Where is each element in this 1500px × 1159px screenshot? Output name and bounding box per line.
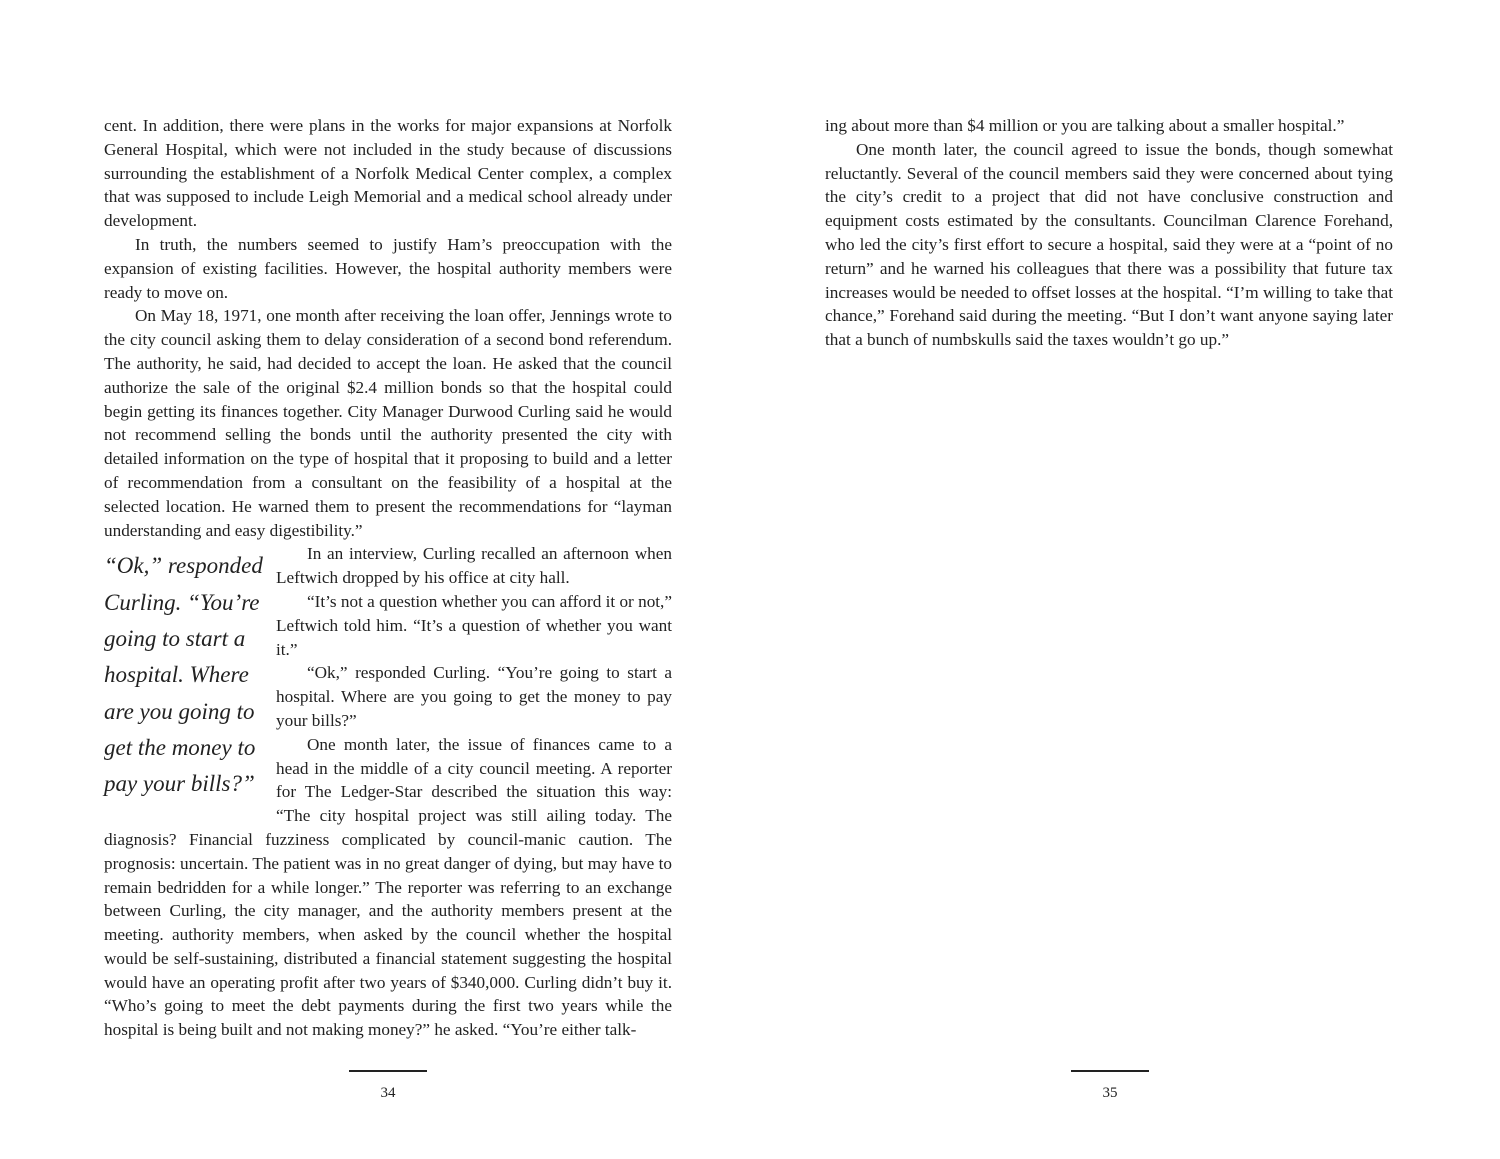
paragraph: “Ok,” responded Curling. “You’re going to start a hospital. Where are you going to get the money to pay your bills?”	[276, 663, 672, 730]
footer-rule	[1071, 1070, 1149, 1072]
footer-rule	[349, 1070, 427, 1072]
paragraph: ing about more than $4 million or you are talking about a smaller hospital.”	[825, 116, 1345, 135]
paragraph: One month later, the issue of finances came to a head in the middle of a city council meeting. A reporter for The Ledger-Star described the situation this way: “The city hospital project was still ailing today. The diagnosis? Financial fuzziness complicated by council-manic caution. The prognosis: uncertain. The patient was in no great danger of dying, but may have to remain bedridden for a while longer.” The reporter was referring to an exchange between Curling, the city manager, and the authority members present at the meeting. authority members, when asked by the council whether the hospital would be self-sustaining, distributed a financial statement suggesting the hospital would have an operating profit after two years of $340,000. Curling didn’t buy it. “Who’s going to meet the debt payments during the first two years while the hospital is being built and not making money?” he asked. “You’re either talk-	[104, 734, 672, 1040]
paragraph: In an interview, Curling recalled an afternoon when Leftwich dropped by his office at city hall.	[276, 544, 672, 588]
page-footer	[1071, 1070, 1149, 1102]
paragraph: One month later, the council agreed to issue the bonds, though somewhat reluctantly. Several of the council members said they were concerned about tying the city’s credit to a project that did not have conclusive construction and equipment costs estimated by the consultants. Councilman Clarence Forehand, who led the city’s first effort to secure a hospital, said they were at a “point of no return” and he warned his colleagues that there was a possibility that future tax increases would be needed to offset losses at the hospital. “I’m willing to take that chance,” Forehand said during the meeting. “But I don’t want anyone saying later that a bunch of numbskulls said the taxes wouldn’t go up.”	[825, 139, 1393, 350]
paragraph: “It’s not a question whether you can afford it or not,” Leftwich told him. “It’s a question of whether you want it.”	[276, 591, 672, 659]
paragraph: cent. In addition, there were plans in the works for major expansions at Norfolk General Hospital, which were not included in the study because of discussions surrounding the establishment of a Norfolk Medical Center complex, a complex that was supposed to include Leigh Memorial and a medical school already under development.	[104, 116, 672, 231]
paragraph: In truth, the numbers seemed to justify Ham’s preoccupation with the expansion of existing facilities. However, the hospital authority members were ready to move on.	[104, 234, 672, 302]
page-number: 35	[1102, 1085, 1118, 1101]
paragraph: On May 18, 1971, one month after receiving the loan offer, Jennings wrote to the city council asking them to delay consideration of a second bond referendum. The authority, he said, had decided to accept the loan. He asked that the council authorize the sale of the original $2.4 million bonds so that the hospital could begin getting its finances together. City Manager Durwood Curling said he would not recommend selling the bonds until the authority presented the city with detailed information on the type of hospital that it proposing to build and a letter of recommendation from a consultant on the feasibility of a hospital at the selected location. He warned them to present the recommendations for “layman understanding and easy digestibility.”	[104, 306, 672, 540]
pull-quote: “Ok,” responded Curling. “You’re going to start a hospital. Where are you going to get the money to pay your bills?”	[104, 553, 263, 797]
right-page-text	[825, 114, 1393, 352]
right-page	[750, 0, 1500, 1159]
page-footer	[349, 1070, 427, 1102]
left-page-text	[104, 114, 672, 1042]
page-number: 34	[380, 1085, 396, 1101]
